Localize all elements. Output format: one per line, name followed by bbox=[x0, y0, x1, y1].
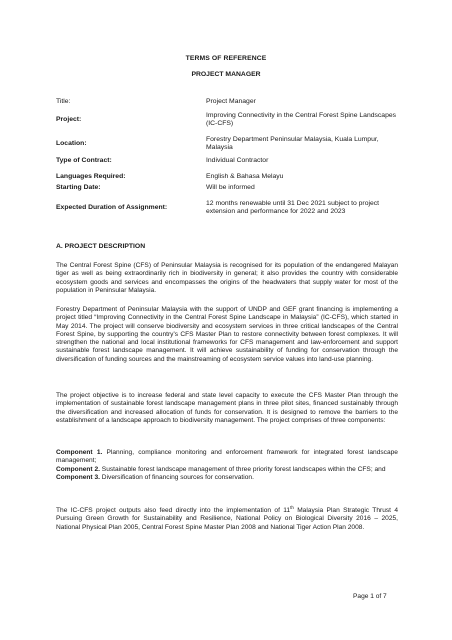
p5-text-b: Malaysia Plan Strategic Thrust 4 Pursuing Green Growth for Sustainability and Resilience, National Policy on Biological Diversity 2016 – 2025, National Physical Plan 2005, Central Forest Spine Master Plan 2008 and National Tiger Action Plan 2008. bbox=[56, 507, 398, 531]
meta-label: Languages Required: bbox=[56, 173, 126, 180]
meta-label: Project: bbox=[56, 116, 82, 123]
meta-label: Title: bbox=[56, 98, 71, 105]
p5-superscript: th bbox=[290, 505, 294, 510]
meta-value: Will be informed bbox=[206, 184, 255, 191]
meta-label: Location: bbox=[56, 140, 87, 147]
components-list bbox=[56, 449, 398, 482]
component-label: Component 2. bbox=[56, 465, 100, 473]
document-subtitle: PROJECT MANAGER bbox=[191, 71, 261, 78]
component-1 bbox=[56, 449, 398, 466]
meta-value: 12 months renewable until 31 Dec 2021 subject to project extension and performance for 2022 and 2023 bbox=[206, 200, 380, 216]
p5-text-a: The IC-CFS project outputs also feed directly into the implementation of 11 bbox=[56, 507, 291, 515]
component-label: Component 3. bbox=[56, 473, 100, 481]
meta-value: English & Bahasa Melayu bbox=[206, 173, 284, 180]
meta-label: Type of Contract: bbox=[56, 157, 112, 164]
meta-value: Forestry Department Peninsular Malaysia, Kuala Lumpur, Malaysia bbox=[206, 136, 379, 152]
component-label: Component 1. bbox=[56, 449, 103, 456]
page-number: Page 1 of 7 bbox=[353, 593, 387, 600]
meta-value: Individual Contractor bbox=[206, 157, 269, 164]
component-text: Planning, compliance monitoring and enforcement framework for integrated forest landscape management; bbox=[56, 449, 398, 465]
paragraph-3: The project objective is to increase federal and state level capacity to execute the CFS Master Plan through the implementation of sustainable forest landscape management plans in three pilot sites, financed sustainably through the diversification and increased allocation of funds for conservation. It is designed to remove the barriers to the establishment of a landscape approach to biodiversity management. The project comprises of three components: bbox=[56, 392, 398, 424]
section-heading: A. PROJECT DESCRIPTION bbox=[56, 243, 146, 250]
component-3 bbox=[56, 474, 398, 482]
meta-label: Starting Date: bbox=[56, 184, 101, 191]
document-title: TERMS OF REFERENCE bbox=[185, 55, 267, 62]
paragraph-5 bbox=[56, 504, 398, 532]
component-2 bbox=[56, 466, 398, 474]
paragraph-1: The Central Forest Spine (CFS) of Peninsular Malaysia is recognised for its population of the endangered Malayan tiger as well as being extraordinarily rich in biodiversity in general; it also provides the country with considerable ecosystem goods and services and encompasses the origins of the headwaters that supply water for most of the population in Peninsular Malaysia. bbox=[56, 262, 398, 294]
paragraph-2: Forestry Department of Peninsular Malaysia with the support of UNDP and GEF grant financing is implementing a project titled “Improving Connectivity in the Central Forest Spine Landscape in Malaysia” (IC-CFS), which started in May 2014. The project will conserve biodiversity and ecosystem services in three critical landscapes of the Central Forest Spine, by supporting the country’s CFS Master Plan to restore connectivity between forest complexes. It will strengthen the national and local institutional frameworks for CFS management and law-enforcement and support sustainable forest landscape management. It will achieve sustainability of funding for conservation through the diversification of funding sources and the mainstreaming of ecosystem service values into land-use planning. bbox=[56, 306, 398, 363]
meta-value: Project Manager bbox=[206, 98, 256, 105]
component-text: Sustainable forest landscape management of three priority forest landscapes within the CFS; and bbox=[99, 465, 386, 473]
component-text: Diversification of financing sources for conservation. bbox=[99, 473, 254, 481]
meta-label: Expected Duration of Assignment: bbox=[56, 204, 168, 211]
meta-value: Improving Connectivity in the Central Forest Spine Landscapes (IC-CFS) bbox=[206, 112, 397, 128]
